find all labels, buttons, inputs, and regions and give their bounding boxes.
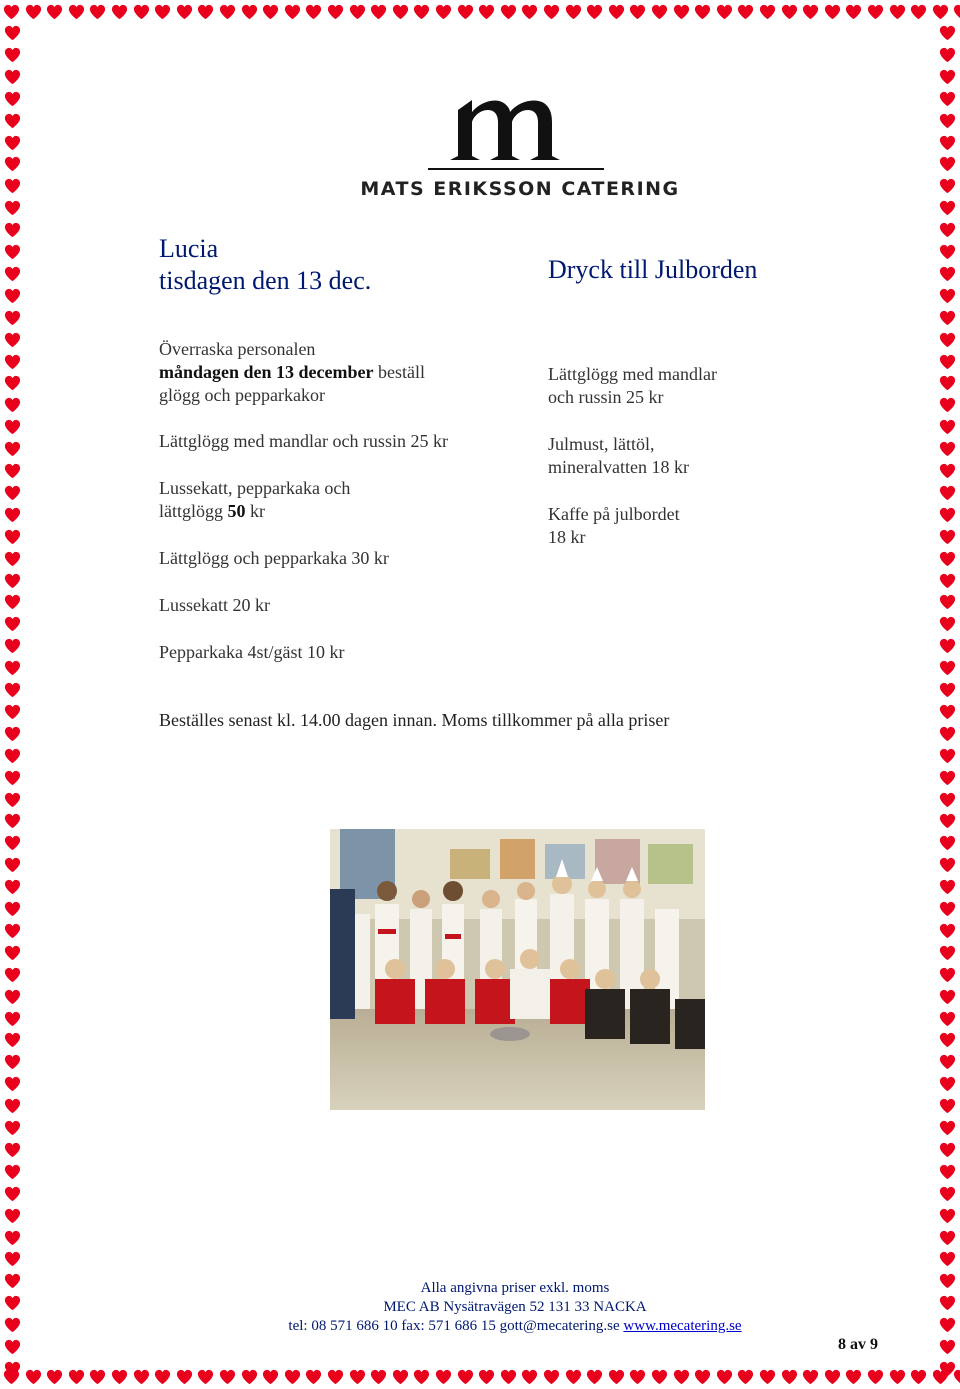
heart-icon bbox=[520, 1368, 539, 1387]
heart-icon bbox=[715, 1368, 734, 1387]
combo-line: Lussekatt, pepparkaka och bbox=[159, 478, 351, 498]
heart-icon bbox=[938, 418, 957, 437]
heart-icon bbox=[3, 1097, 22, 1116]
heart-icon bbox=[3, 1119, 22, 1138]
heart-icon bbox=[110, 3, 129, 22]
heart-icon bbox=[175, 1368, 194, 1387]
heart-icon bbox=[153, 3, 172, 22]
heart-icon bbox=[938, 112, 957, 131]
heart-icon bbox=[938, 1207, 957, 1226]
heart-icon bbox=[823, 1368, 842, 1387]
heart-icon bbox=[348, 3, 367, 22]
heart-icon bbox=[938, 506, 957, 525]
heart-icon bbox=[3, 1294, 22, 1313]
logo-company-name: MATS ERIKSSON CATERING bbox=[360, 178, 680, 200]
lucia-item-lussekatt: Lussekatt 20 kr bbox=[159, 595, 270, 615]
heart-icon bbox=[3, 528, 22, 547]
heart-icon bbox=[3, 703, 22, 722]
heart-icon bbox=[844, 3, 863, 22]
heart-icon bbox=[938, 944, 957, 963]
heart-icon bbox=[88, 3, 107, 22]
heart-icon bbox=[650, 3, 669, 22]
dryck-item-kaffe bbox=[548, 503, 848, 549]
footer-address: MEC AB Nysätravägen 52 131 33 NACKA bbox=[383, 1299, 647, 1315]
heart-icon bbox=[3, 900, 22, 919]
heart-icon bbox=[499, 1368, 518, 1387]
heart-icon bbox=[3, 1185, 22, 1204]
heart-icon bbox=[628, 1368, 647, 1387]
heart-icon bbox=[3, 1031, 22, 1050]
heart-icon bbox=[218, 1368, 237, 1387]
heart-icon bbox=[3, 988, 22, 1007]
heart-icon bbox=[3, 1360, 22, 1379]
heart-icon bbox=[3, 812, 22, 831]
heart-icon bbox=[585, 1368, 604, 1387]
heart-icon bbox=[3, 1272, 22, 1291]
heart-icon bbox=[938, 791, 957, 810]
lucia-procession-photo bbox=[330, 829, 705, 1110]
heart-icon bbox=[780, 1368, 799, 1387]
heart-icon bbox=[564, 3, 583, 22]
heart-icon bbox=[326, 3, 345, 22]
heart-icon bbox=[938, 1119, 957, 1138]
dryck-glogg-line2: och russin 25 kr bbox=[548, 387, 664, 407]
heart-icon bbox=[283, 3, 302, 22]
heart-icon bbox=[542, 1368, 561, 1387]
heart-icon bbox=[24, 1368, 43, 1387]
heart-icon bbox=[196, 1368, 215, 1387]
heart-icon bbox=[240, 1368, 259, 1387]
heart-border-bottom bbox=[0, 1365, 960, 1389]
heart-icon bbox=[938, 1185, 957, 1204]
heart-icon bbox=[3, 177, 22, 196]
heart-border-left bbox=[0, 0, 24, 1389]
heart-icon bbox=[938, 572, 957, 591]
dryck-julmust-line2: mineralvatten 18 kr bbox=[548, 457, 689, 477]
heart-icon bbox=[3, 878, 22, 897]
heart-icon bbox=[938, 46, 957, 65]
heart-icon bbox=[938, 834, 957, 853]
lucia-item-combo bbox=[159, 477, 539, 523]
heart-icon bbox=[477, 3, 496, 22]
heart-icon bbox=[938, 725, 957, 744]
heart-icon bbox=[938, 353, 957, 372]
heart-icon bbox=[938, 637, 957, 656]
heart-icon bbox=[938, 922, 957, 941]
heart-icon bbox=[3, 112, 22, 131]
heart-icon bbox=[240, 3, 259, 22]
heart-icon bbox=[3, 396, 22, 415]
heart-icon bbox=[3, 484, 22, 503]
heart-icon bbox=[45, 1368, 64, 1387]
heart-icon bbox=[499, 3, 518, 22]
heart-icon bbox=[938, 484, 957, 503]
heart-icon bbox=[758, 3, 777, 22]
heart-icon bbox=[938, 1316, 957, 1335]
heart-icon bbox=[938, 24, 957, 43]
heart-icon bbox=[938, 68, 957, 87]
heart-icon bbox=[823, 3, 842, 22]
intro-date-bold: måndagen den 13 december bbox=[159, 362, 374, 382]
heart-icon bbox=[938, 856, 957, 875]
heart-icon bbox=[3, 1141, 22, 1160]
heart-icon bbox=[3, 637, 22, 656]
heart-icon bbox=[938, 396, 957, 415]
heart-icon bbox=[938, 703, 957, 722]
heart-icon bbox=[938, 309, 957, 328]
heart-icon bbox=[938, 1229, 957, 1248]
heart-icon bbox=[938, 812, 957, 831]
heart-icon bbox=[844, 1368, 863, 1387]
heart-icon bbox=[938, 1294, 957, 1313]
heart-icon bbox=[607, 1368, 626, 1387]
heart-icon bbox=[3, 462, 22, 481]
heart-icon bbox=[3, 265, 22, 284]
heart-icon bbox=[3, 1163, 22, 1182]
heart-icon bbox=[938, 1360, 957, 1379]
heart-icon bbox=[153, 1368, 172, 1387]
heart-icon bbox=[67, 1368, 86, 1387]
heart-icon bbox=[888, 3, 907, 22]
heart-icon bbox=[3, 90, 22, 109]
heart-icon bbox=[866, 1368, 885, 1387]
heart-icon bbox=[3, 1053, 22, 1072]
heart-icon bbox=[196, 3, 215, 22]
heart-icon bbox=[3, 309, 22, 328]
heart-icon bbox=[456, 1368, 475, 1387]
heart-icon bbox=[3, 68, 22, 87]
heart-icon bbox=[369, 3, 388, 22]
heart-icon bbox=[938, 528, 957, 547]
heart-icon bbox=[938, 593, 957, 612]
combo-price-bold: 50 bbox=[227, 501, 246, 521]
dryck-kaffe-line2: 18 kr bbox=[548, 527, 586, 547]
heart-icon bbox=[3, 615, 22, 634]
heart-icon bbox=[3, 1316, 22, 1335]
dryck-heading: Dryck till Julborden bbox=[548, 255, 758, 284]
heart-icon bbox=[693, 3, 712, 22]
heart-icon bbox=[801, 3, 820, 22]
heart-icon bbox=[3, 769, 22, 788]
heart-icon bbox=[938, 615, 957, 634]
heart-icon bbox=[304, 3, 323, 22]
heart-icon bbox=[938, 243, 957, 262]
heart-icon bbox=[391, 1368, 410, 1387]
heart-icon bbox=[3, 440, 22, 459]
heart-icon bbox=[758, 1368, 777, 1387]
heart-icon bbox=[3, 922, 22, 941]
heart-icon bbox=[3, 287, 22, 306]
lucia-item-glogg: Lättglögg med mandlar och russin 25 kr bbox=[159, 431, 448, 451]
heart-icon bbox=[110, 1368, 129, 1387]
heart-icon bbox=[369, 1368, 388, 1387]
heart-icon bbox=[3, 1075, 22, 1094]
heart-icon bbox=[261, 1368, 280, 1387]
dryck-item-glogg bbox=[548, 363, 848, 409]
dryck-kaffe-line1: Kaffe på julbordet bbox=[548, 504, 680, 524]
heart-icon bbox=[412, 1368, 431, 1387]
heart-icon bbox=[3, 1250, 22, 1269]
heart-icon bbox=[650, 1368, 669, 1387]
page-number: 8 av 9 bbox=[838, 1336, 878, 1353]
lucia-offer-column bbox=[159, 338, 539, 664]
heart-icon bbox=[3, 725, 22, 744]
heart-icon bbox=[938, 440, 957, 459]
heart-icon bbox=[938, 90, 957, 109]
heart-icon bbox=[3, 418, 22, 437]
combo-prefix: lättglögg bbox=[159, 501, 228, 521]
heart-icon bbox=[218, 3, 237, 22]
heart-icon bbox=[938, 747, 957, 766]
footer-phone-email: tel: 08 571 686 10 fax: 571 686 15 gott@mecatering.se bbox=[288, 1318, 624, 1334]
footer-contact bbox=[230, 1279, 800, 1336]
heart-icon bbox=[938, 155, 957, 174]
heart-icon bbox=[412, 3, 431, 22]
heart-icon bbox=[3, 134, 22, 153]
heart-icon bbox=[938, 1141, 957, 1160]
footer-website-link[interactable]: www.mecatering.se bbox=[623, 1318, 742, 1334]
heart-icon bbox=[434, 3, 453, 22]
logo-m-mark bbox=[450, 88, 590, 168]
dryck-column bbox=[548, 363, 848, 549]
footer-vat-note: Alla angivna priser exkl. moms bbox=[420, 1280, 610, 1296]
heart-icon bbox=[3, 374, 22, 393]
heart-icon bbox=[3, 1207, 22, 1226]
combo-currency: kr bbox=[245, 501, 265, 521]
heart-icon bbox=[3, 659, 22, 678]
heart-icon bbox=[736, 3, 755, 22]
heart-icon bbox=[585, 3, 604, 22]
heart-icon bbox=[132, 3, 151, 22]
heart-icon bbox=[3, 506, 22, 525]
heart-icon bbox=[3, 331, 22, 350]
heart-icon bbox=[938, 134, 957, 153]
heart-icon bbox=[938, 769, 957, 788]
heart-icon bbox=[693, 1368, 712, 1387]
heart-icon bbox=[24, 3, 43, 22]
heart-icon bbox=[909, 3, 928, 22]
heart-icon bbox=[715, 3, 734, 22]
heart-icon bbox=[3, 353, 22, 372]
heart-icon bbox=[672, 1368, 691, 1387]
lucia-item-glogg-pepparkaka: Lättglögg och pepparkaka 30 kr bbox=[159, 548, 389, 568]
heart-icon bbox=[3, 221, 22, 240]
heart-icon bbox=[3, 944, 22, 963]
heart-icon bbox=[938, 550, 957, 569]
heart-icon bbox=[3, 791, 22, 810]
heart-icon bbox=[3, 681, 22, 700]
heart-icon bbox=[132, 1368, 151, 1387]
heart-icon bbox=[938, 988, 957, 1007]
heart-border-top bbox=[0, 0, 960, 24]
heart-icon bbox=[866, 3, 885, 22]
heart-icon bbox=[3, 1010, 22, 1029]
lucia-heading bbox=[159, 233, 371, 297]
intro-line: Överraska personalen bbox=[159, 339, 316, 359]
heart-icon bbox=[3, 856, 22, 875]
heart-icon bbox=[938, 1031, 957, 1050]
order-deadline-note: Beställes senast kl. 14.00 dagen innan. Moms tillkommer på alla priser bbox=[159, 710, 670, 730]
heart-icon bbox=[938, 681, 957, 700]
heart-icon bbox=[938, 221, 957, 240]
heart-icon bbox=[3, 572, 22, 591]
heart-icon bbox=[938, 900, 957, 919]
heart-icon bbox=[456, 3, 475, 22]
heart-icon bbox=[477, 1368, 496, 1387]
footer-contact-line bbox=[230, 1317, 800, 1336]
heart-icon bbox=[938, 966, 957, 985]
heart-icon bbox=[938, 1163, 957, 1182]
heart-icon bbox=[801, 1368, 820, 1387]
lucia-date: tisdagen den 13 dec. bbox=[159, 266, 372, 295]
heart-icon bbox=[628, 3, 647, 22]
heart-icon bbox=[3, 834, 22, 853]
heart-icon bbox=[175, 3, 194, 22]
dryck-item-julmust bbox=[548, 433, 848, 479]
heart-icon bbox=[938, 1097, 957, 1116]
heart-icon bbox=[3, 747, 22, 766]
heart-icon bbox=[736, 1368, 755, 1387]
heart-icon bbox=[938, 659, 957, 678]
heart-icon bbox=[88, 1368, 107, 1387]
heart-icon bbox=[938, 1010, 957, 1029]
heart-icon bbox=[938, 331, 957, 350]
heart-icon bbox=[938, 1250, 957, 1269]
heart-border-right bbox=[936, 0, 960, 1389]
heart-icon bbox=[938, 265, 957, 284]
heart-icon bbox=[520, 3, 539, 22]
dryck-julmust-line1: Julmust, lättöl, bbox=[548, 434, 655, 454]
heart-icon bbox=[3, 966, 22, 985]
heart-icon bbox=[909, 1368, 928, 1387]
heart-icon bbox=[938, 1075, 957, 1094]
logo-divider bbox=[428, 168, 604, 170]
heart-icon bbox=[938, 374, 957, 393]
heart-icon bbox=[3, 199, 22, 218]
heart-icon bbox=[261, 3, 280, 22]
intro-items: glögg och pepparkakor bbox=[159, 385, 325, 405]
heart-icon bbox=[3, 550, 22, 569]
heart-icon bbox=[304, 1368, 323, 1387]
heart-icon bbox=[888, 1368, 907, 1387]
heart-icon bbox=[607, 3, 626, 22]
heart-icon bbox=[45, 3, 64, 22]
heart-icon bbox=[938, 462, 957, 481]
heart-icon bbox=[938, 878, 957, 897]
heart-icon bbox=[283, 1368, 302, 1387]
heart-icon bbox=[3, 1229, 22, 1248]
heart-icon bbox=[938, 1053, 957, 1072]
heart-icon bbox=[542, 3, 561, 22]
heart-icon bbox=[3, 243, 22, 262]
heart-icon bbox=[434, 1368, 453, 1387]
heart-icon bbox=[938, 199, 957, 218]
heart-icon bbox=[391, 3, 410, 22]
heart-icon bbox=[938, 287, 957, 306]
intro-order: beställ bbox=[373, 362, 425, 382]
dryck-glogg-line1: Lättglögg med mandlar bbox=[548, 364, 717, 384]
heart-icon bbox=[3, 24, 22, 43]
heart-icon bbox=[938, 1272, 957, 1291]
heart-icon bbox=[3, 155, 22, 174]
heart-icon bbox=[326, 1368, 345, 1387]
heart-icon bbox=[564, 1368, 583, 1387]
lucia-title: Lucia bbox=[159, 234, 219, 263]
heart-icon bbox=[672, 3, 691, 22]
company-logo bbox=[340, 88, 700, 208]
heart-icon bbox=[938, 1338, 957, 1357]
heart-icon bbox=[348, 1368, 367, 1387]
heart-icon bbox=[67, 3, 86, 22]
heart-icon bbox=[780, 3, 799, 22]
heart-icon bbox=[3, 46, 22, 65]
heart-icon bbox=[938, 177, 957, 196]
lucia-intro bbox=[159, 338, 539, 407]
lucia-item-pepparkaka: Pepparkaka 4st/gäst 10 kr bbox=[159, 642, 345, 662]
heart-icon bbox=[3, 593, 22, 612]
heart-icon bbox=[3, 1338, 22, 1357]
